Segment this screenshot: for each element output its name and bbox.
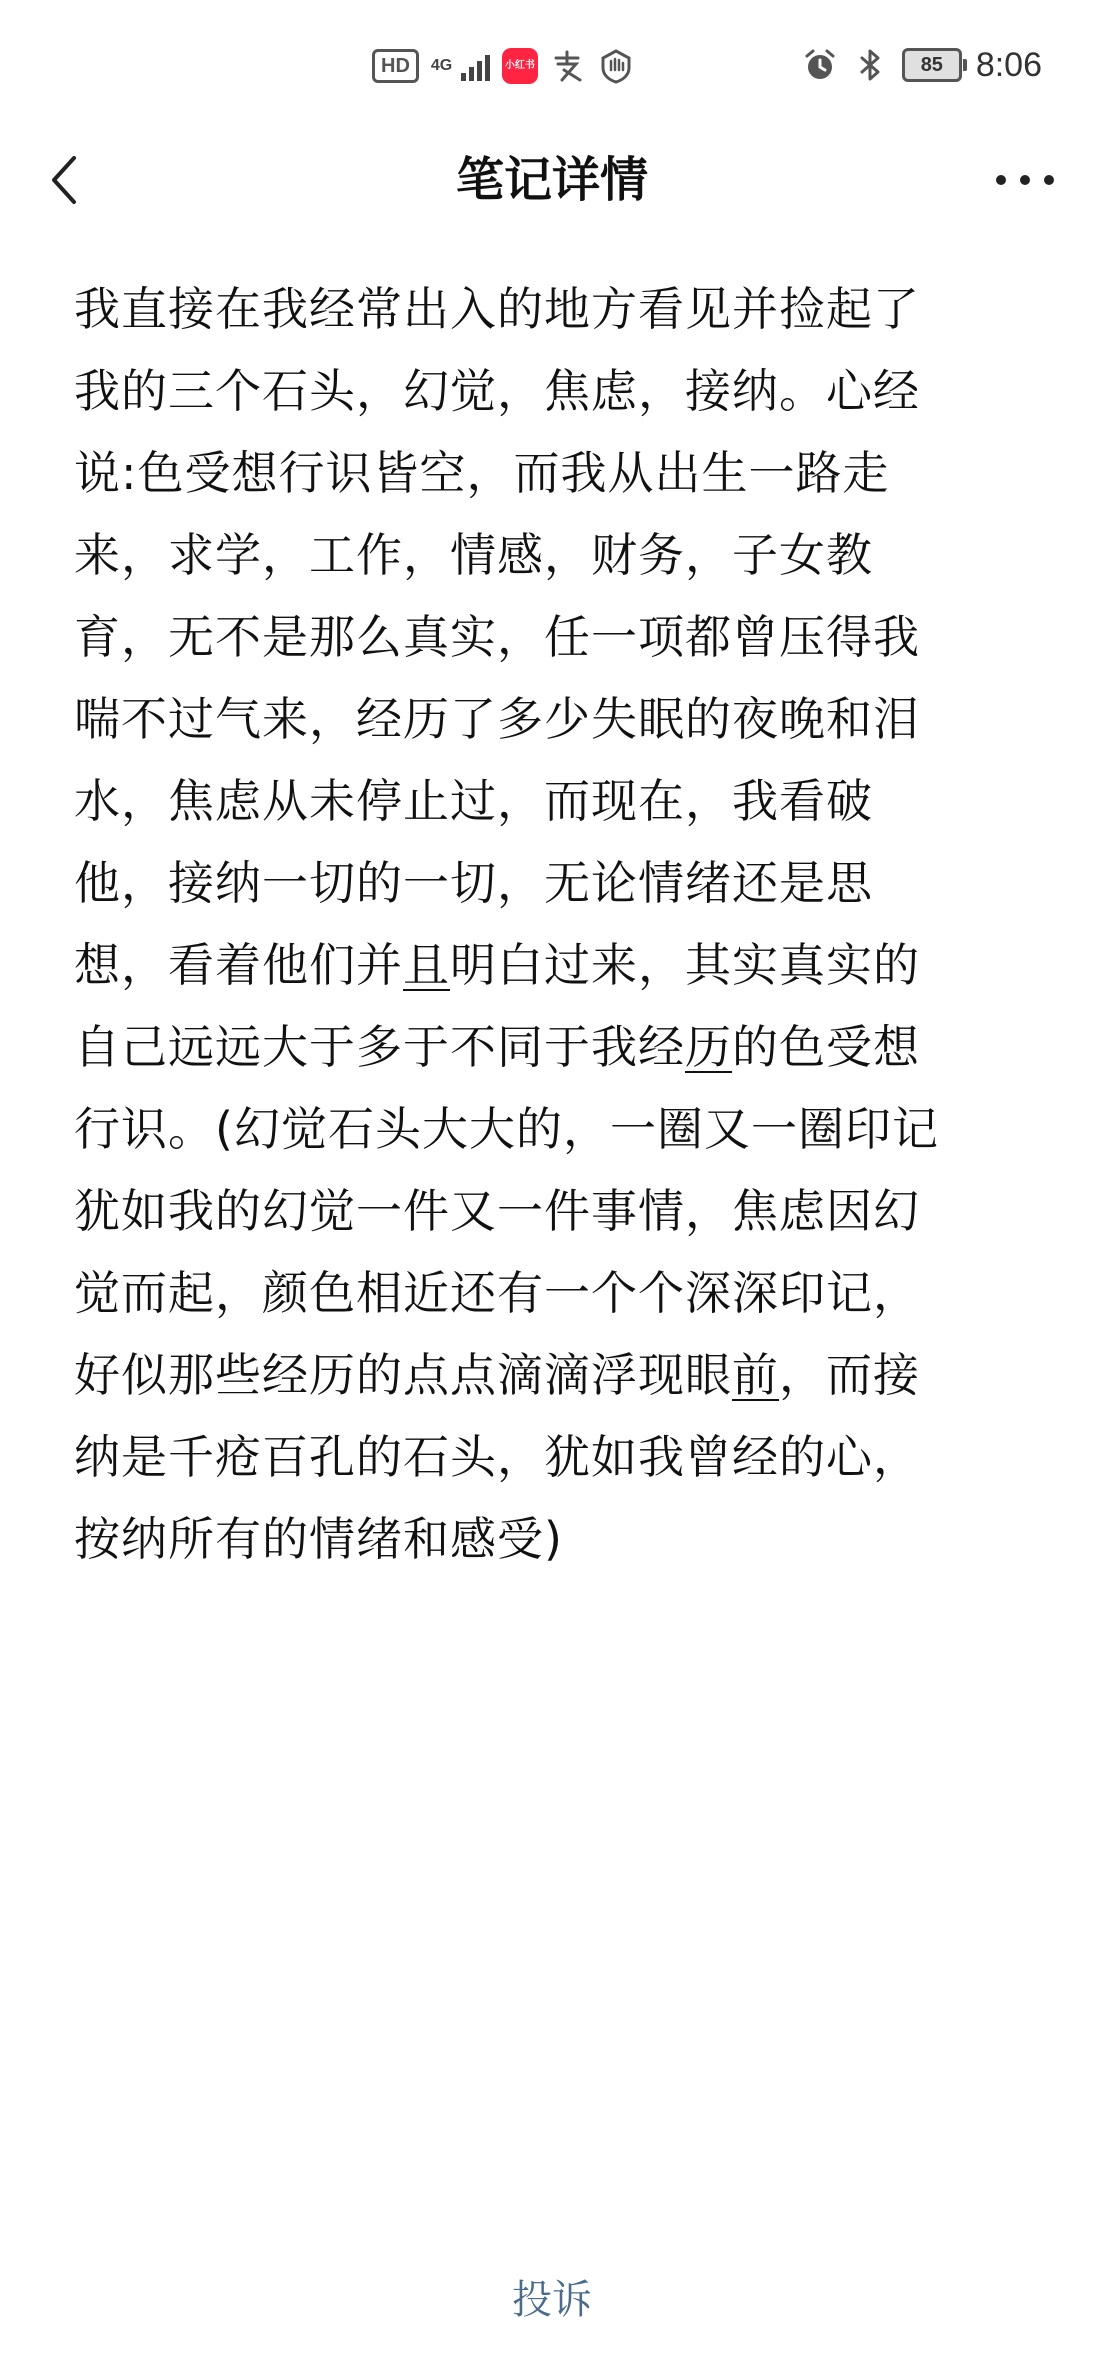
note-text-line (74, 596, 1034, 678)
note-text-line (74, 432, 1034, 514)
page-title: 笔记详情 (455, 152, 648, 208)
note-text-segment: 我的三个石头，幻觉，焦虑，接纳。心经 (74, 364, 920, 418)
status-right-group (802, 42, 1042, 88)
note-text-line (74, 268, 1034, 350)
hd-badge: HD (372, 49, 419, 83)
note-text-line (74, 514, 1034, 596)
note-body (74, 268, 1034, 1580)
note-text-segment: 犹如我的幻觉一件又一件事情，焦虑因幻 (74, 1184, 920, 1238)
hand-shield-notification-icon (598, 48, 634, 84)
bluetooth-icon (852, 47, 888, 83)
report-button[interactable]: 投诉 (512, 2277, 592, 2323)
note-text-segment: 想，看着他们并 (74, 938, 403, 992)
note-text-segment: ，而接 (779, 1348, 920, 1402)
note-text-line (74, 350, 1034, 432)
battery-indicator: 85 (902, 48, 962, 82)
note-text-line (74, 1416, 1034, 1498)
note-text-segment: 育，无不是那么真实，任一项都曾压得我 (74, 610, 920, 664)
note-text-segment: 我直接在我经常出入的地方看见并捡起了 (74, 282, 920, 336)
note-text-segment: 按纳所有的情绪和感受) (74, 1512, 563, 1566)
network-type-label: 4G (430, 57, 453, 74)
note-text-line (74, 1498, 1034, 1580)
note-text-line (74, 1334, 1034, 1416)
status-bar (0, 0, 1104, 130)
note-text-line (74, 1006, 1034, 1088)
alipay-notification-icon (550, 48, 586, 84)
alarm-icon (802, 47, 838, 83)
underlined-text: 前 (732, 1348, 779, 1402)
note-text-segment: 水，焦虑从未停止过，而现在，我看破 (74, 774, 873, 828)
more-options-button[interactable] (990, 150, 1060, 210)
note-text-segment: 他，接纳一切的一切，无论情绪还是思 (74, 856, 873, 910)
status-time: 8:06 (975, 45, 1042, 84)
note-text-segment: 来，求学，工作，情感，财务，子女教 (74, 528, 873, 582)
note-text-line (74, 1252, 1034, 1334)
note-text-segment: 说:色受想行识皆空，而我从出生一路走 (74, 446, 890, 500)
xiaohongshu-notification-icon: 小红书 (502, 48, 538, 84)
note-text-segment: 行识。(幻觉石头大大的，一圈又一圈印记 (74, 1102, 939, 1156)
note-text-segment: 自己远远大于多于不同于我经 (74, 1020, 685, 1074)
note-text-segment: 好似那些经历的点点滴滴浮现眼 (74, 1348, 732, 1402)
note-text-line (74, 760, 1034, 842)
note-text-segment: 明白过来，其实真实的 (450, 938, 920, 992)
more-horizontal-icon (995, 174, 1055, 186)
note-text-line (74, 842, 1034, 924)
note-text-line (74, 1170, 1034, 1252)
status-left-group (372, 46, 634, 86)
note-text-segment: 觉而起，颜色相近还有一个个深深印记， (74, 1266, 920, 1320)
top-navigation-bar (0, 130, 1104, 230)
note-text-line (74, 924, 1034, 1006)
note-text-segment: 纳是千疮百孔的石头，犹如我曾经的心， (74, 1430, 920, 1484)
note-text-line (74, 1088, 1034, 1170)
signal-strength-icon (461, 51, 490, 81)
note-text-line (74, 678, 1034, 760)
note-text-segment: 的色受想 (732, 1020, 920, 1074)
note-text-segment: 喘不过气来，经历了多少失眠的夜晚和泪 (74, 692, 920, 746)
underlined-text: 历 (685, 1020, 732, 1074)
underlined-text: 且 (403, 938, 450, 992)
